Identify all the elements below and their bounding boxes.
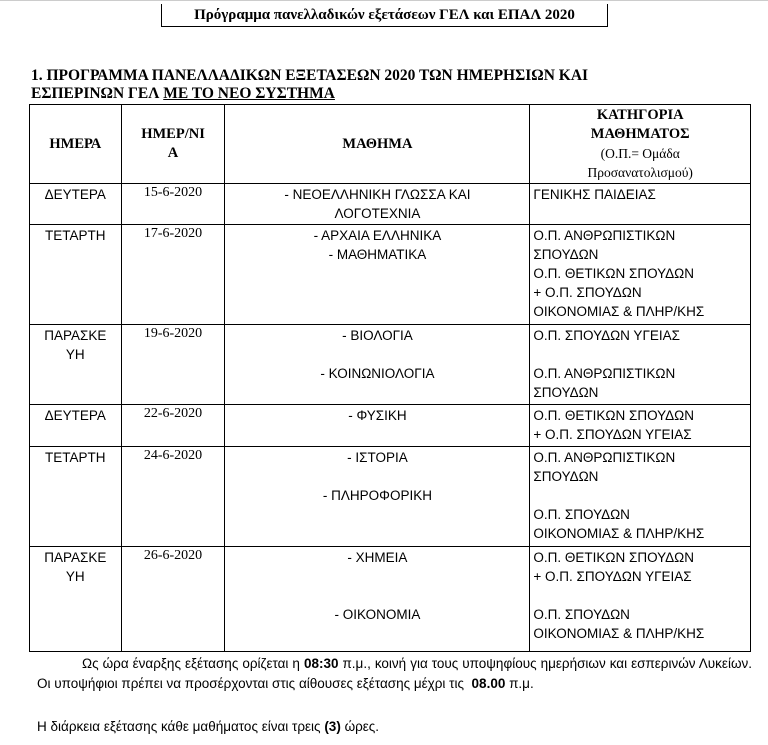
header-category-line-4: Προσανατολισμού) [587,165,693,180]
cell-day [30,184,122,225]
start-time: 08:30 [303,656,339,671]
duration-text-1: Η διάρκεια εξέτασης κάθε μαθήματος είναι τρεις [37,719,325,734]
cell-category-line: + Ο.Π. ΣΠΟΥΔΩΝ [533,285,642,300]
cell-category-line: Ο.Π. ΣΠΟΥΔΩΝ ΥΓΕΙΑΣ [533,328,680,343]
table-row [30,225,751,325]
cell-subject-line: - ΦΥΣΙΚΗ [348,408,407,423]
cell-subject [225,325,530,405]
cell-day [30,225,122,325]
cell-date: 17-6-2020 [121,225,225,325]
cell-subject-line [228,345,526,364]
cell-subject [225,184,530,225]
section-heading [31,67,731,103]
cell-subject-line [228,467,526,486]
table-body [30,184,751,652]
header-date-line-2: Α [167,145,179,161]
cell-category-line: ΟΙΚΟΝΟΜΙΑΣ & ΠΛΗΡ/ΚΗΣ [533,526,705,541]
heading-underlined-text: ΜΕ ΤΟ ΝΕΟ ΣΥΣΤΗΜΑ [163,85,335,102]
duration-paragraph [37,717,379,737]
cell-category-line: ΟΙΚΟΝΟΜΙΑΣ & ΠΛΗΡ/ΚΗΣ [533,626,705,641]
cell-category-line: Ο.Π. ΘΕΤΙΚΩΝ ΣΠΟΥΔΩΝ [533,550,695,565]
cell-category-line: ΣΠΟΥΔΩΝ [533,385,599,400]
duration-text-2: ώρες. [340,719,380,734]
cell-day-line: ΤΕΤΑΡΤΗ [45,228,106,243]
cell-day-line: ΠΑΡΑΣΚΕ [44,328,107,343]
table-row [30,325,751,405]
cell-day-line: ΔΕΥΤΕΡΑ [44,408,106,423]
header-category-line-3: (Ο.Π.= Ομάδα [600,146,680,161]
header-subject: ΜΑΘΗΜΑ [225,105,530,184]
cell-subject-line: - ΜΑΘΗΜΑΤΙΚΑ [328,247,427,262]
cell-category-line: Ο.Π. ΑΝΘΡΩΠΙΣΤΙΚΩΝ [533,228,676,243]
cell-category-line [533,486,747,505]
cell-subject-line: ΛΟΓΟΤΕΧΝΙΑ [334,206,421,221]
exam-start-paragraph [37,654,752,694]
cell-date: 24-6-2020 [121,447,225,547]
cell-date: 19-6-2020 [121,325,225,405]
table-row [30,447,751,547]
cell-category-line: + Ο.Π. ΣΠΟΥΔΩΝ ΥΓΕΙΑΣ [533,569,692,584]
arrival-time: 08.00 [471,676,506,691]
table-row [30,405,751,447]
header-date [121,105,225,184]
cell-day [30,547,122,652]
cell-day [30,447,122,547]
cell-category [530,325,751,405]
cell-subject [225,225,530,325]
cell-category-line [533,586,747,605]
cell-subject-line: - ΑΡΧΑΙΑ ΕΛΛΗΝΙΚΑ [313,228,442,243]
start-text-1: Ως ώρα έναρξης εξέτασης ορίζεται η [82,656,304,671]
page-top-edge [0,0,768,1]
cell-day [30,405,122,447]
cell-category-line: ΣΠΟΥΔΩΝ [533,469,599,484]
heading-line-2 [31,85,731,103]
header-date-line-1: ΗΜΕΡ/ΝΙ [141,126,205,142]
cell-subject-line: - ΙΣΤΟΡΙΑ [347,450,408,465]
cell-category-line: Ο.Π. ΘΕΤΙΚΩΝ ΣΠΟΥΔΩΝ [533,266,695,281]
cell-day [30,325,122,405]
cell-subject [225,547,530,652]
cell-category-line: ΓΕΝΙΚΗΣ ΠΑΙΔΕΙΑΣ [533,187,656,202]
header-category-line-1: ΚΑΤΗΓΟΡΙΑ [596,107,684,123]
cell-category [530,405,751,447]
cell-subject-line [228,586,526,605]
cell-category-line [533,345,747,364]
cell-subject [225,447,530,547]
cell-day-line: ΤΕΤΑΡΤΗ [45,450,106,465]
start-text-2: π.μ., κοινή για τους υποψηφίους ημερήσιων και εσπερινών Λυκείων. Οι υποψήφιοι πρέπει να προσέρχονται στις αίθουσες εξέτασης μέχρι τις [37,656,752,691]
cell-date: 15-6-2020 [121,184,225,225]
table-row [30,547,751,652]
cell-day-line: ΔΕΥΤΕΡΑ [44,187,106,202]
cell-category-line: Ο.Π. ΑΝΘΡΩΠΙΣΤΙΚΩΝ [533,450,676,465]
cell-date: 22-6-2020 [121,405,225,447]
cell-category [530,447,751,547]
header-day: ΗΜΕΡΑ [30,105,122,184]
cell-day-line: ΠΑΡΑΣΚΕ [44,550,107,565]
table-row [30,184,751,225]
cell-subject-line [228,567,526,586]
cell-category-line: Ο.Π. ΑΝΘΡΩΠΙΣΤΙΚΩΝ [533,366,676,381]
cell-category-line: ΟΙΚΟΝΟΜΙΑΣ & ΠΛΗΡ/ΚΗΣ [533,304,705,319]
cell-subject-line: - ΠΛΗΡΟΦΟΡΙΚΗ [322,488,432,503]
cell-subject-line: - ΝΕΟΕΛΛΗΝΙΚΗ ΓΛΩΣΣΑ ΚΑΙ [284,187,471,202]
cell-category-line: + Ο.Π. ΣΠΟΥΔΩΝ ΥΓΕΙΑΣ [533,427,692,442]
duration-hours: (3) [324,719,341,734]
cell-subject-line: - ΧΗΜΕΙΑ [347,550,408,565]
header-category-line-2: ΜΑΘΗΜΑΤΟΣ [590,126,690,142]
exam-schedule-table [29,104,751,652]
cell-subject-line: - ΚΟΙΝΩΝΙΟΛΟΓΙΑ [320,366,435,381]
cell-day-line: ΥΗ [65,347,85,362]
cell-date: 26-6-2020 [121,547,225,652]
header-category [530,105,751,184]
cell-subject-line: - ΒΙΟΛΟΓΙΑ [342,328,413,343]
heading-line-1: 1. ΠΡΟΓΡΑΜΜΑ ΠΑΝΕΛΛΑΔΙΚΩΝ ΕΞΕΤΑΣΕΩΝ 2020 ΤΩΝ ΗΜΕΡΗΣΙΩΝ ΚΑΙ [31,67,589,84]
cell-subject [225,405,530,447]
cell-category [530,225,751,325]
cell-category [530,547,751,652]
heading-line-2-text: ΕΣΠΕΡΙΝΩΝ ΓΕΛ [31,85,164,102]
start-text-3: π.μ. [505,676,534,691]
cell-category-line: Ο.Π. ΣΠΟΥΔΩΝ [533,607,630,622]
cell-day-line: ΥΗ [65,569,85,584]
table-header-row [30,105,751,184]
cell-category [530,184,751,225]
document-title: Πρόγραμμα πανελλαδικών εξετάσεων ΓΕΛ και ΕΠΑΛ 2020 [161,4,608,27]
cell-subject-line: - ΟΙΚΟΝΟΜΙΑ [334,607,421,622]
cell-category-line: Ο.Π. ΘΕΤΙΚΩΝ ΣΠΟΥΔΩΝ [533,408,695,423]
cell-category-line: ΣΠΟΥΔΩΝ [533,247,599,262]
cell-category-line: Ο.Π. ΣΠΟΥΔΩΝ [533,507,630,522]
